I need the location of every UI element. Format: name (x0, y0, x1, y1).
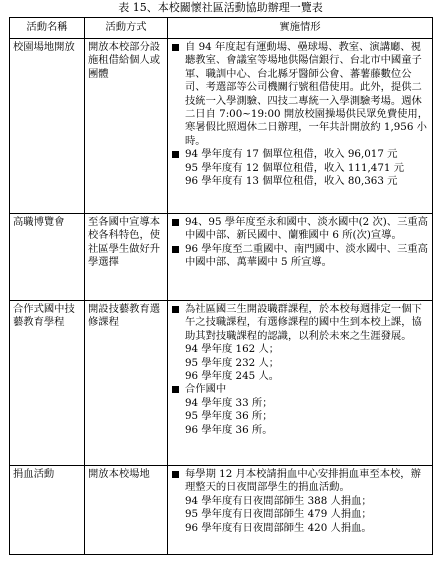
table-row (10, 466, 433, 555)
activity-method-cell: 開設技藝教育選修課程 (85, 301, 168, 466)
header-row (10, 18, 433, 39)
bullet-text: 合作國中 (185, 383, 227, 396)
sub-line: 95 學年度有 12 個單位租借，收入 111,471 元 (185, 161, 405, 174)
sub-line: 96 學年度有 13 個單位租借，收入 80,363 元 (185, 175, 398, 188)
bullet-block (171, 468, 429, 495)
table-row (10, 214, 433, 301)
header-activity-method: 活動方式 (85, 18, 168, 39)
table-caption: 表 15、本校關懷社區活動協助辦理一覽表 (118, 1, 323, 14)
bullet-text: 每學期 12 月本校請捐血中心安排捐血車至本校，辦理整天的日夜間部學生的捐血活動。 (185, 468, 421, 494)
sub-line: 94 學年度 33 所； (185, 396, 273, 409)
bullet-text: 96 學年度至二重國中、南門國中、淡水國中、三重高中國中部、萬華國中 5 所宣導。 (185, 242, 428, 269)
bullet-text: 為社區國三生開設職群課程，於本校每週排定一個下午之技職課程，有選修課程的國中生到本校上課，協助其對技職課程的認識，以利於未來之生涯發展。 (185, 303, 422, 342)
table-row (10, 39, 433, 214)
sub-line: 96 學年度 245 人。 (185, 370, 280, 383)
implementation-cell (168, 301, 433, 466)
sub-line: 96 學年度有日夜間部師生 420 人捐血。 (185, 521, 372, 534)
square-bullet-icon (172, 386, 179, 393)
sub-line: 95 學年度 232 人； (185, 356, 280, 369)
implementation-cell (168, 214, 433, 301)
square-bullet-icon (172, 306, 179, 313)
activity-name-cell: 合作式國中技藝教育學程 (10, 301, 85, 466)
header-activity-name: 活動名稱 (10, 18, 85, 39)
sub-line: 94 學年度有日夜間部師生 388 人捐血； (185, 494, 372, 507)
table-row (10, 301, 433, 466)
activity-name-cell: 捐血活動 (10, 466, 85, 555)
square-bullet-icon (172, 219, 179, 226)
bullet-text: 94、95 學年度至永和國中、淡水國中(2 次)、三重高中國中部、新民國中、蘭雅國中 6 所(次)宣導。 (185, 216, 428, 242)
sub-line: 95 學年度有日夜間部師生 479 人捐血； (185, 508, 372, 521)
activity-name-cell: 校園場地開放 (10, 39, 85, 214)
community-activities-table (9, 17, 433, 555)
bullet-text: 自 94 年度起有運動場、壘球場、教室、演講廳、視聽教室、會議室等場地供陽信銀行、台北市中國童子軍、職訓中心、台北縣牙醫師公會、蕃薯藤數位公司、考選部等公司機關行號租借使用。此外，提供二技統一入學測驗、四技二專統一入學測驗考場。週休二日自 7:00~19:00 開放校園操場供民眾免費使用，寒暑假比照週休二日辦理，一年共計開放約 1,956 小時。 (185, 41, 429, 147)
bullet-block (171, 383, 429, 396)
bullet-block (171, 216, 429, 243)
sub-line: 96 學年度 36 所。 (185, 423, 273, 436)
square-bullet-icon (172, 246, 179, 253)
implementation-cell (168, 39, 433, 214)
sub-line: 94 學年度 162 人； (185, 343, 280, 356)
bullet-block (171, 303, 429, 343)
activity-name-cell: 高職博覽會 (10, 214, 85, 301)
bullet-text: 94 學年度有 17 個單位租借，收入 96,017 元 (185, 148, 398, 161)
bullet-block (171, 41, 429, 148)
sub-line: 95 學年度 36 所； (185, 410, 273, 423)
square-bullet-icon (172, 44, 179, 51)
bullet-block (171, 243, 429, 270)
header-implementation: 實施情形 (168, 18, 433, 39)
activity-method-cell: 開放本校部分設施租借給個人或團體 (85, 39, 168, 214)
bullet-block (171, 148, 429, 161)
activity-method-cell: 至各國中宣導本校各科特色，使社區學生做好升學選擇 (85, 214, 168, 301)
implementation-cell (168, 466, 433, 555)
activity-method-cell: 開放本校場地 (85, 466, 168, 555)
square-bullet-icon (172, 471, 179, 478)
square-bullet-icon (172, 151, 179, 158)
